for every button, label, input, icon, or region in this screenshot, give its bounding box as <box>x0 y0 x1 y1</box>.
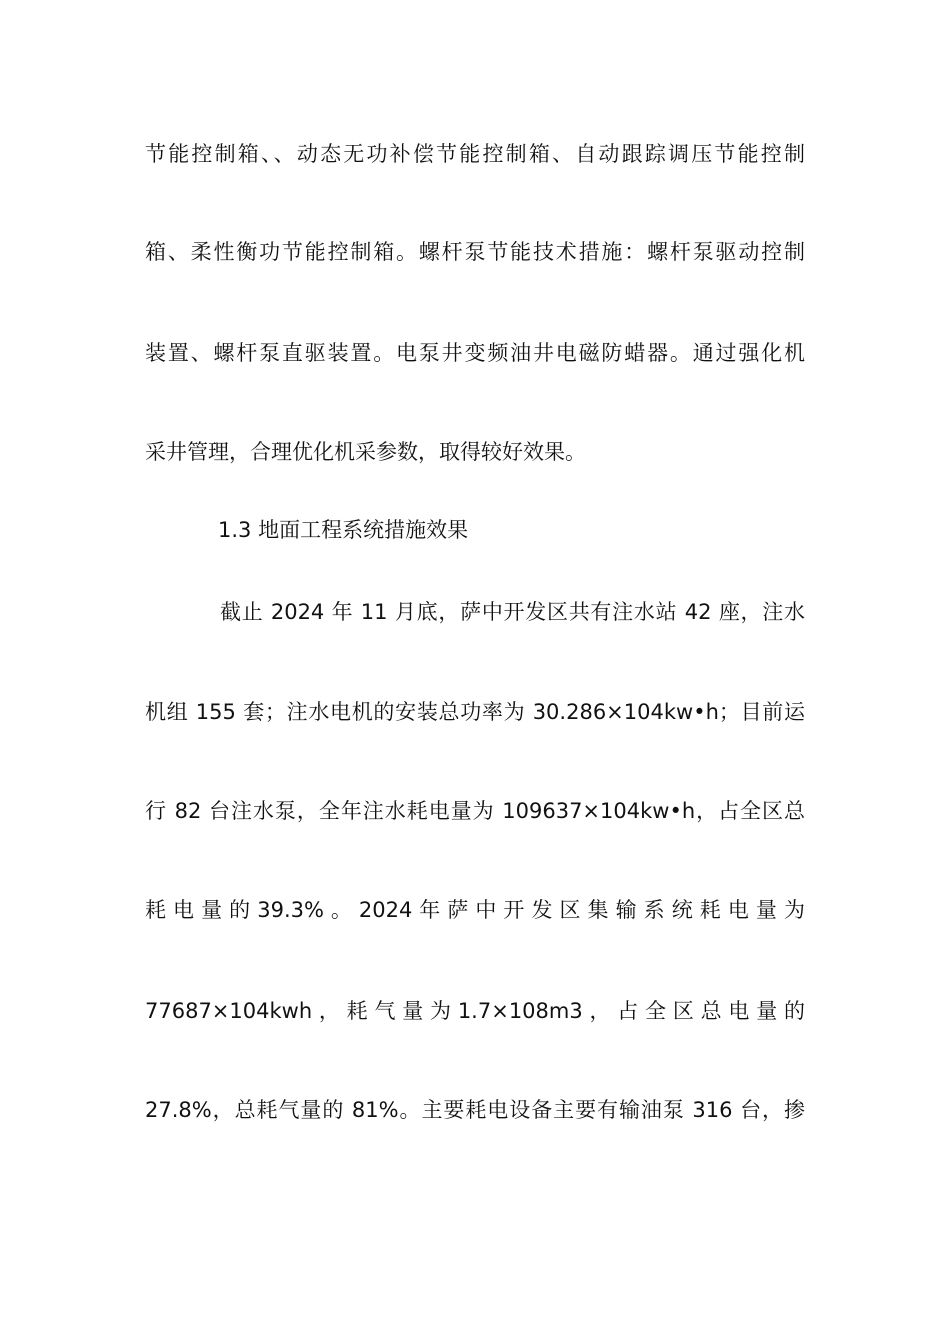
paragraph-line: 采井管理，合理优化机采参数，取得较好效果。 <box>145 440 586 464</box>
paragraph-line: 77687×104kwh ， 耗 气 量 为 1.7×108m3 ， 占 全 区 总 电 量 的 <box>145 999 805 1023</box>
paragraph-line: 行 82 台注水泵，全年注水耗电量为 109637×104kw•h，占全区总 <box>145 799 805 823</box>
paragraph-line: 机组 155 套；注水电机的安装总功率为 30.286×104kw•h；目前运 <box>145 700 805 724</box>
paragraph-line: 节能控制箱、、动态无功补偿节能控制箱、自动跟踪调压节能控制 <box>145 142 805 166</box>
paragraph-line: 截止 2024 年 11 月底，萨中开发区共有注水站 42 座，注水 <box>220 600 805 624</box>
paragraph-line: 耗 电 量 的 39.3% 。 2024 年 萨 中 开 发 区 集 输 系 统 耗 电 量 为 <box>145 898 805 922</box>
paragraph-line: 装置、螺杆泵直驱装置。电泵井变频油井电磁防蜡器。通过强化机 <box>145 341 805 365</box>
paragraph-line: 箱、柔性衡功节能控制箱。螺杆泵节能技术措施：螺杆泵驱动控制 <box>145 240 805 264</box>
section-heading: 1.3 地面工程系统措施效果 <box>218 518 469 542</box>
paragraph-line: 27.8%，总耗气量的 81%。主要耗电设备主要有输油泵 316 台，掺 <box>145 1098 805 1122</box>
